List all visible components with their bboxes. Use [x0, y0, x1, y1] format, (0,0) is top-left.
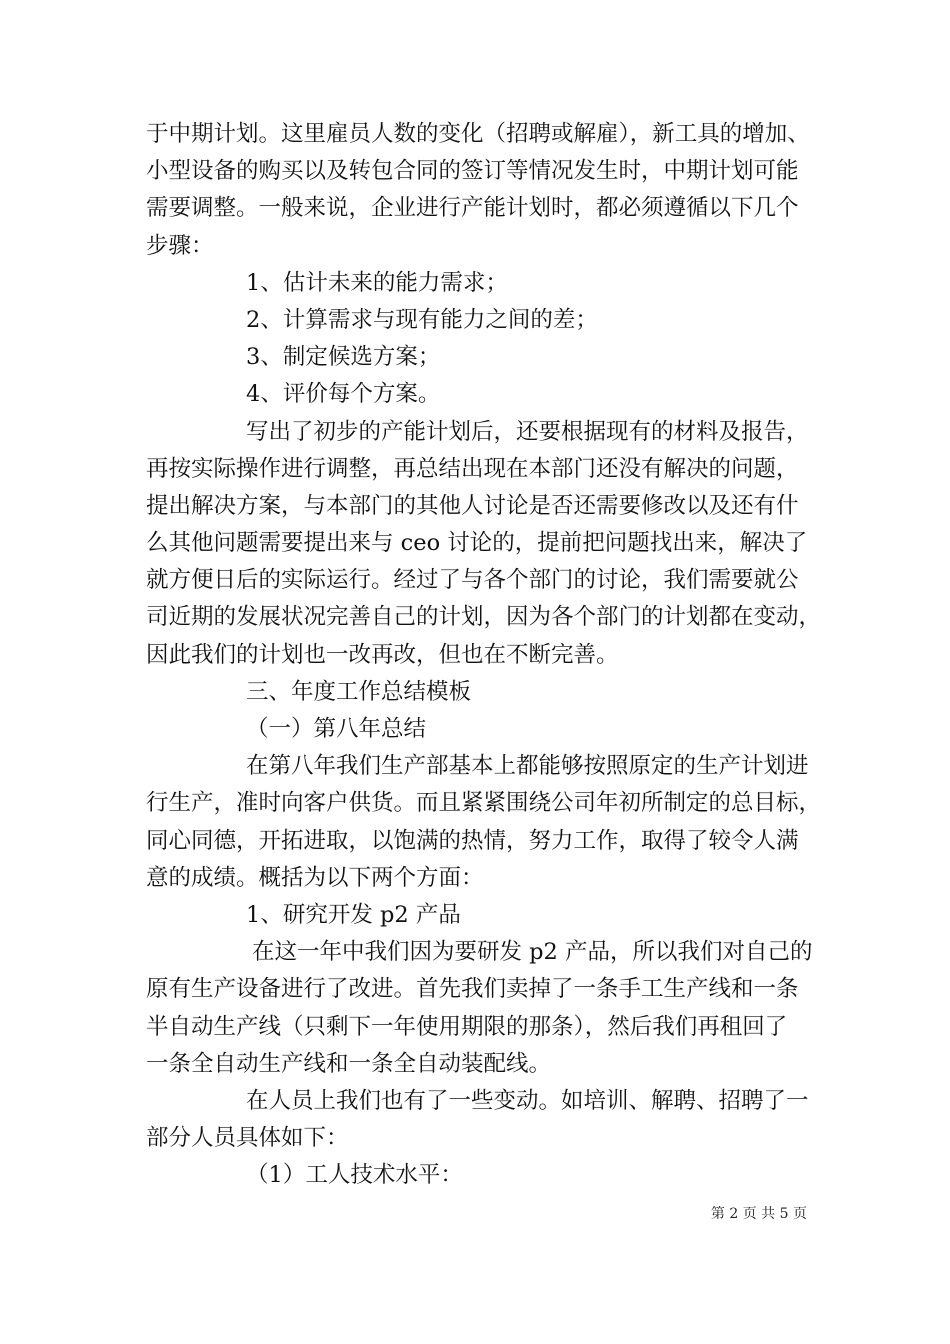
paragraph-start: 在人员上我们也有了一些变动。如培训、解聘、招聘了一	[246, 1087, 809, 1114]
list-item: 2、计算需求与现有能力之间的差；	[246, 306, 598, 333]
subsection-heading: （一）第八年总结	[246, 716, 427, 742]
text-line: 意的成绩。概括为以下两个方面：	[146, 864, 484, 891]
text-line: 需要调整。一般来说，企业进行产能计划时，都必须遵循以下几个	[146, 195, 799, 222]
text-line: 同心同德，开拓进取，以饱满的热情，努力工作，取得了较令人满	[146, 827, 799, 854]
item-heading: 1、研究开发 p2 产品	[246, 901, 461, 928]
section-heading: 三、年度工作总结模板	[246, 678, 472, 705]
item-heading: （1）工人技术水平：	[246, 1162, 463, 1189]
text-line: 于中期计划。这里雇员人数的变化（招聘或解雇），新工具的增加、	[146, 121, 810, 147]
text-line: 因此我们的计划也一改再改，但也在不断完善。	[146, 641, 619, 668]
text-line: 原有生产设备进行了改进。首先我们卖掉了一条手工生产线和一条	[146, 976, 799, 1003]
list-item: 4、评价每个方案。	[246, 381, 441, 408]
text-line: 部分人员具体如下：	[146, 1125, 349, 1152]
text-line: 就方便日后的实际运行。经过了与各个部门的讨论，我们需要就公	[146, 567, 799, 594]
document-body	[146, 116, 822, 1194]
list-item: 1、估计未来的能力需求；	[246, 269, 508, 296]
text-line: 小型设备的购买以及转包合同的签订等情况发生时，中期计划可能	[146, 158, 799, 185]
list-item: 3、制定候选方案；	[246, 344, 441, 371]
text-line: 步骤：	[146, 232, 214, 259]
text-line: 提出解决方案，与本部门的其他人讨论是否还需要修改以及还有什	[146, 492, 799, 519]
page-number: 第 2 页 共 5 页	[710, 1206, 807, 1222]
text-line: 再按实际操作进行调整，再总结出现在本部门还没有解决的问题，	[146, 455, 799, 482]
text-line: 一条全自动生产线和一条全自动装配线。	[146, 1050, 552, 1077]
paragraph-start: 在这一年中我们因为要研发 p2 产品，所以我们对自己的	[252, 939, 813, 966]
text-line: 行生产，准时向客户供货。而且紧紧围绕公司年初所制定的总目标，	[146, 790, 822, 817]
paragraph-start: 写出了初步的产能计划后，还要根据现有的材料及报告，	[246, 418, 809, 445]
paragraph-start: 在第八年我们生产部基本上都能够按照原定的生产计划进	[246, 753, 809, 780]
text-line: 司近期的发展状况完善自己的计划，因为各个部门的计划都在变动，	[146, 604, 822, 631]
text-line: 半自动生产线（只剩下一年使用期限的那条），然后我们再租回了	[146, 1013, 788, 1040]
text-line: 么其他问题需要提出来与 ceo 讨论的，提前把问题找出来，解决了	[146, 530, 808, 557]
